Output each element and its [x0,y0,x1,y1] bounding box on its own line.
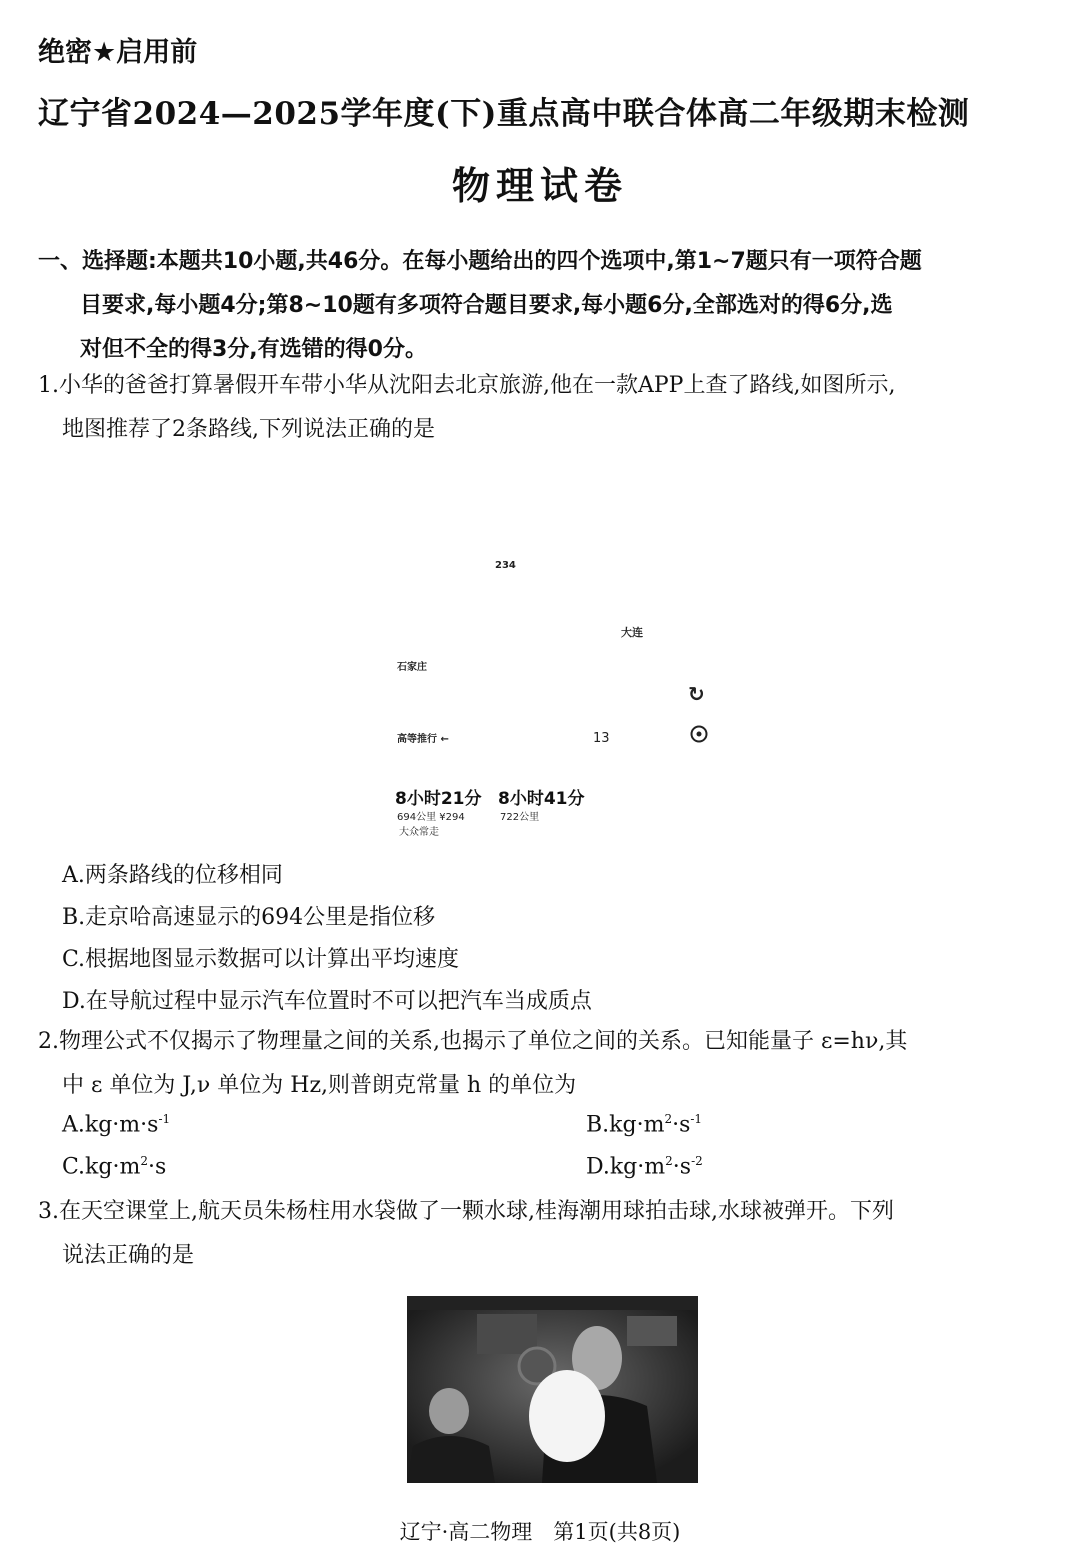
q1-option-a: A.两条路线的位移相同 [62,863,283,888]
q1-option-b: B.走京哈高速显示的694公里是指位移 [62,905,436,930]
route-1-time: 8小时21分 [395,789,482,809]
section-line: 对但不全的得3分,有选错的得0分。 [80,337,427,362]
route-1-tag: 大众常走 [399,827,439,838]
q1-option-d: D.在导航过程中显示汽车位置时不可以把汽车当成质点 [62,989,592,1014]
question-2 [38,1020,1048,1108]
question-stem: 说法正确的是 [62,1243,195,1268]
question-stem: 中 ε 单位为 J,ν 单位为 Hz,则普朗克常量 h 的单位为 [62,1073,577,1098]
q1-option-c: C.根据地图显示数据可以计算出平均速度 [62,947,460,972]
space-class-photo [407,1296,698,1483]
route-1-distance: 694公里 ¥294 [397,812,465,823]
question-stem: 2.物理公式不仅揭示了物理量之间的关系,也揭示了单位之间的关系。已知能量子 ε=hν,其 [38,1029,908,1054]
section-line: 目要求,每小题4分;第8~10题有多项符合题目要求,每小题6分,全部选对的得6分,选 [80,293,893,318]
q2-option-a: $A.kg\cdot m\cdot s^{-1}$ [62,1112,171,1138]
subject-title: 物理试卷 [451,164,628,208]
question-1 [38,364,1048,452]
map-city-label: 石家庄 [397,662,427,673]
route-map-figure [385,550,725,845]
refresh-icon[interactable]: ↻ [688,682,705,706]
route-2-time: 8小时41分 [498,789,585,809]
map-city-label: 大连 [621,626,643,639]
question-stem: 1.小华的爸爸打算暑假开车带小华从沈阳去北京旅游,他在一款APP上查了路线,如图所示, [38,373,896,398]
q2-option-c: $C.kg\cdot m^2\cdot s$ [62,1154,167,1180]
section-instructions [38,240,1048,372]
exam-title: 辽宁省2024—2025学年度(下)重点高中联合体高二年级期末检测 [38,96,970,132]
map-road-number: 234 [495,560,516,571]
map-road-label: 高等推行 ← [397,734,449,745]
page-footer: 辽宁·高二物理 第1页(共8页) [399,1520,681,1544]
route-2-distance: 722公里 [500,812,540,823]
question-stem: 3.在天空课堂上,航天员朱杨柱用水袋做了一颗水球,桂海潮用球拍击球,水球被弹开。下列 [38,1199,894,1224]
confidential-label: 绝密★启用前 [38,37,198,68]
locate-icon[interactable] [689,724,709,748]
q2-option-b: $B.kg\cdot m^2\cdot s^{-1}$ [586,1112,703,1138]
question-stem: 地图推荐了2条路线,下列说法正确的是 [62,417,435,442]
question-3 [38,1190,1048,1278]
map-road-mark: 13 [593,731,610,746]
section-line: 一、选择题:本题共10小题,共46分。在每小题给出的四个选项中,第1~7题只有一项符合题 [38,249,922,274]
q2-option-d: $D.kg\cdot m^2\cdot s^{-2}$ [586,1154,703,1180]
